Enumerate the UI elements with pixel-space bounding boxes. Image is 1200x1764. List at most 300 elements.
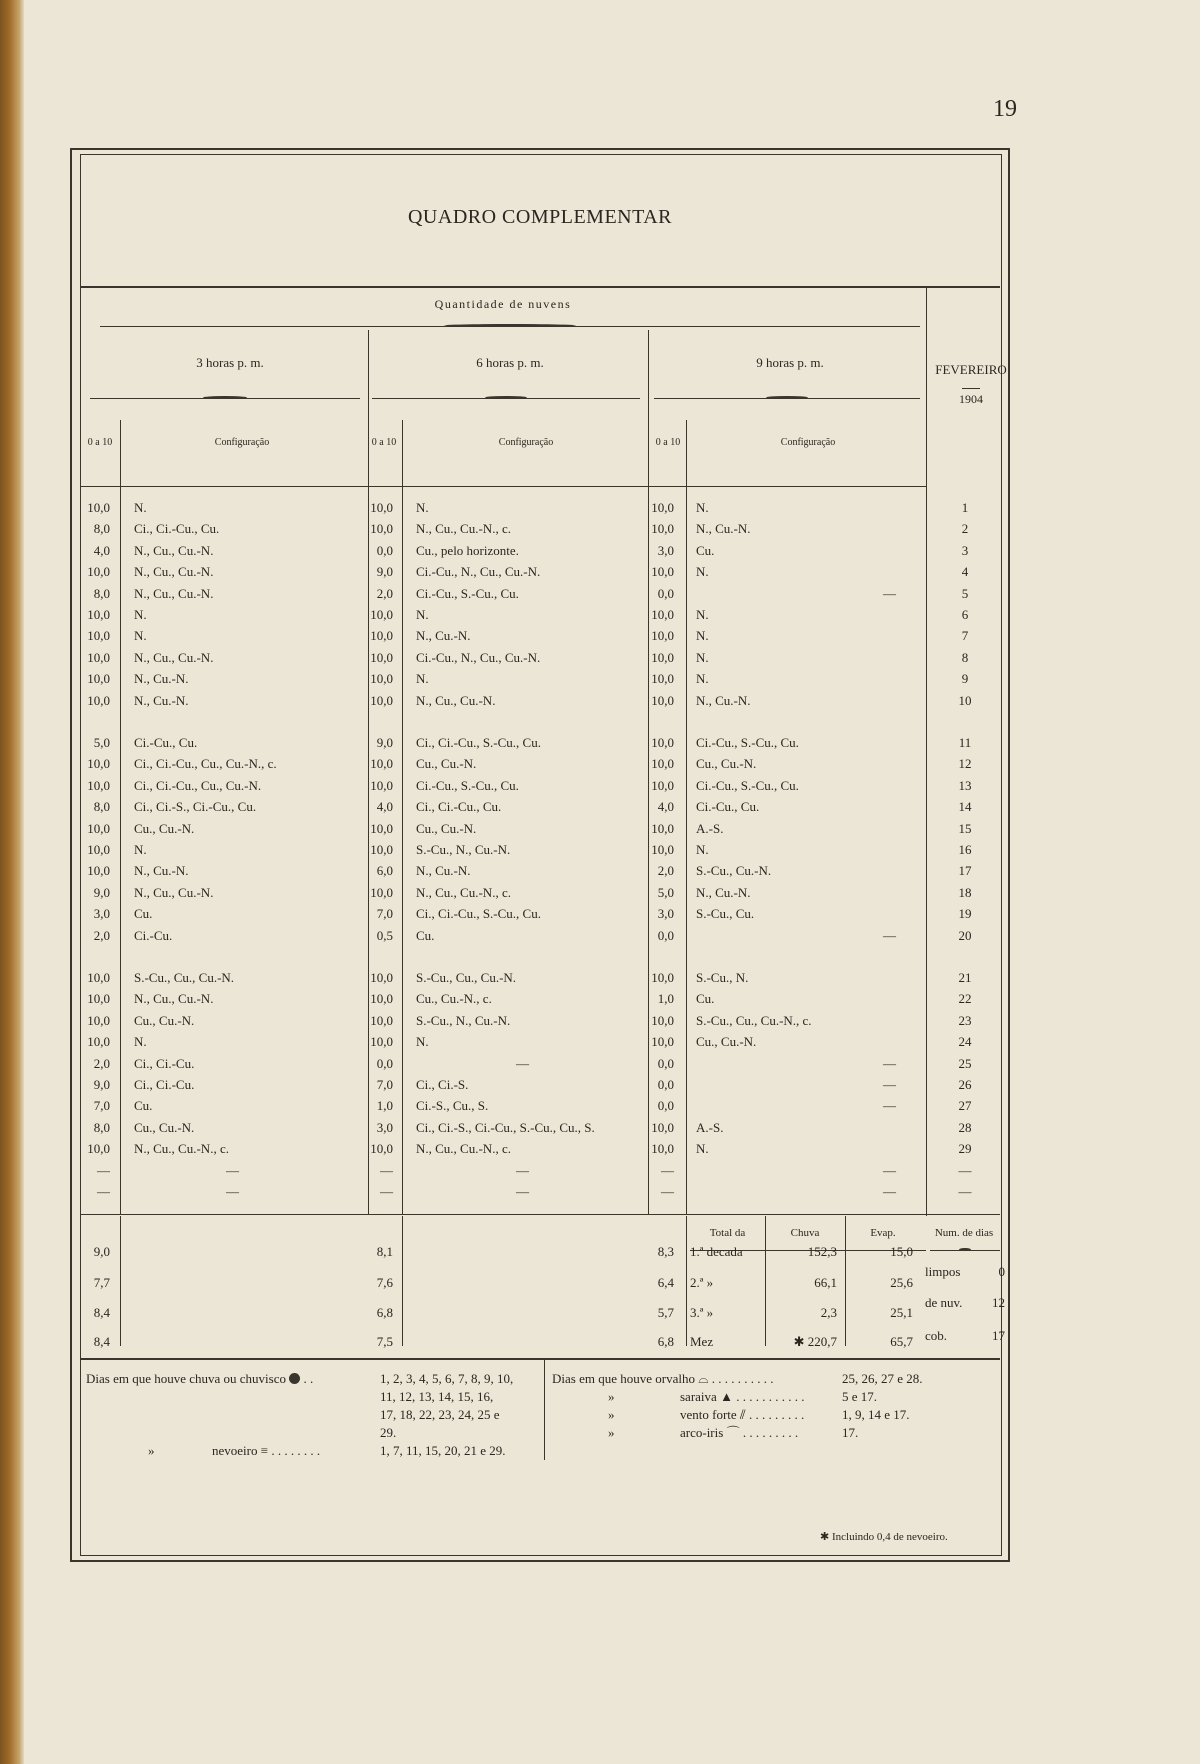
config-6pm: Ci., Ci.-Cu., Cu.	[416, 799, 502, 815]
cloud-amount-9pm: 10,0	[651, 521, 674, 537]
cloud-amount-3pm: 10,0	[87, 820, 110, 836]
mean-6pm: 7,5	[376, 1334, 393, 1349]
cloud-amount-3pm: 10,0	[87, 777, 110, 793]
cloud-amount-3pm: 4,0	[93, 542, 110, 558]
cloud-amount-9pm: 0,0	[657, 1098, 674, 1114]
table-row	[0, 1053, 1200, 1074]
day-number: 26	[958, 1077, 972, 1092]
config-3pm: Cu., Cu.-N.	[134, 1012, 195, 1028]
mean-9pm: 6,4	[657, 1275, 674, 1290]
config-6pm: Ci.-Cu., S.-Cu., Cu.	[416, 585, 519, 601]
cloud-amount-9pm: 0,0	[657, 1077, 674, 1092]
cloud-amount-6pm: 10,0	[370, 521, 393, 537]
config-3pm: N., Cu., Cu.-N.	[134, 991, 214, 1007]
cloud-amount-3pm: 10,0	[87, 500, 110, 515]
config-3pm: N., Cu.-N.	[134, 863, 189, 879]
totals-header-chuva: Chuva	[790, 1227, 820, 1239]
config-9pm: N.	[696, 649, 709, 665]
day-number: 4	[961, 564, 969, 580]
config-3pm: Ci.-Cu.	[134, 927, 173, 943]
page-number: 19	[993, 96, 1017, 122]
config-9pm: N., Cu.-N.	[696, 884, 751, 900]
config-9pm: N.	[696, 628, 709, 644]
day-number: 24	[958, 1034, 972, 1050]
table-row	[0, 860, 1200, 881]
config-6pm: Cu.	[416, 927, 435, 943]
day-number: 23	[958, 1012, 972, 1028]
cloud-amount-9pm: 3,0	[657, 542, 674, 558]
cloud-amount-9pm: 10,0	[651, 820, 674, 836]
config-3pm: N.	[134, 842, 147, 857]
table-row	[0, 1160, 1200, 1181]
config-6pm: S.-Cu., N., Cu.-N.	[416, 1012, 511, 1028]
cloud-amount-3pm: 10,0	[87, 991, 110, 1007]
table-row	[0, 1138, 1200, 1159]
config-3pm: N.	[134, 500, 147, 515]
config-6pm: N., Cu.-N.	[416, 628, 471, 644]
day-number: 1	[961, 500, 969, 515]
cloud-amount-3pm: 9,0	[93, 884, 110, 900]
table-row	[0, 1095, 1200, 1116]
cloud-amount-9pm: 0,0	[657, 927, 674, 943]
config-9pm: S.-Cu., N.	[696, 970, 749, 985]
day-number: 29	[958, 1141, 972, 1157]
config-6pm: —	[516, 1055, 529, 1071]
config-3pm: N., Cu., Cu.-N.	[134, 564, 214, 580]
config-9pm: —	[883, 1098, 896, 1114]
config-6pm: Ci., Ci.-S.	[416, 1077, 469, 1092]
vento-ditto: »	[608, 1407, 615, 1422]
saraiva-days: 5 e 17.	[842, 1389, 878, 1404]
table-row	[0, 775, 1200, 796]
cloud-amount-6pm: 10,0	[370, 842, 393, 857]
cloud-amount-6pm: 4,0	[376, 799, 393, 815]
config-6pm: S.-Cu., Cu., Cu.-N.	[416, 970, 517, 985]
config-6pm: Cu., Cu.-N.	[416, 820, 477, 836]
table-row	[0, 518, 1200, 539]
table-row	[0, 796, 1200, 817]
arco-days: 17.	[842, 1425, 859, 1440]
period-label: 1.ª decada	[690, 1244, 743, 1259]
cloud-amount-6pm: 10,0	[370, 1141, 393, 1157]
config-3pm: N., Cu., Cu.-N., c.	[134, 1141, 229, 1157]
config-header-9pm: Configuração	[780, 437, 836, 448]
config-6pm: —	[516, 1162, 529, 1178]
cloud-amount-6pm: 10,0	[370, 628, 393, 644]
config-9pm: Cu., Cu.-N.	[696, 756, 757, 772]
config-9pm: Ci.-Cu., Cu.	[696, 799, 760, 815]
day-number: 15	[958, 820, 972, 836]
cloud-amount-9pm: 10,0	[651, 970, 674, 985]
cloud-amount-6pm: 10,0	[370, 991, 393, 1007]
fog-symbol-icon: ≡	[260, 1443, 269, 1458]
table-row	[0, 882, 1200, 903]
totals-header-total: Total da	[709, 1227, 746, 1239]
cloud-amount-3pm: 8,0	[93, 521, 110, 537]
config-header-6pm: Configuração	[498, 437, 554, 448]
cloud-amount-9pm: 10,0	[651, 607, 674, 622]
table-row	[0, 625, 1200, 646]
config-6pm: N., Cu., Cu.-N.	[416, 692, 496, 708]
mean-6pm: 8,1	[376, 1244, 393, 1259]
day-number: 16	[958, 842, 972, 857]
rainbow-symbol-icon: ⌒	[726, 1425, 740, 1440]
config-6pm: N.	[416, 671, 429, 687]
table-row	[0, 818, 1200, 839]
config-header-3pm: Configuração	[214, 437, 270, 448]
config-9pm: A.-S.	[696, 1119, 724, 1135]
rain-symbol-icon	[289, 1373, 300, 1384]
config-9pm: N.	[696, 671, 709, 687]
table-row	[0, 1031, 1200, 1052]
config-6pm: N.	[416, 1034, 429, 1050]
table-row	[0, 690, 1200, 711]
cloud-amount-9pm: 10,0	[651, 756, 674, 772]
table-row	[0, 1010, 1200, 1031]
cloud-amount-6pm: 10,0	[370, 756, 393, 772]
cloud-amount-3pm: 10,0	[87, 1141, 110, 1157]
config-9pm: —	[883, 1162, 896, 1178]
config-9pm: N.	[696, 842, 709, 857]
table-row	[0, 583, 1200, 604]
dew-symbol-icon: ⌓	[698, 1371, 709, 1386]
config-3pm: N., Cu., Cu.-N.	[134, 585, 214, 601]
table-row	[0, 497, 1200, 518]
wind-symbol-icon: ⫽	[739, 1407, 746, 1422]
config-3pm: N., Cu., Cu.-N.	[134, 649, 214, 665]
cloud-amount-3pm: 5,0	[93, 735, 110, 750]
config-9pm: S.-Cu., Cu., Cu.-N., c.	[696, 1012, 812, 1028]
cloud-amount-6pm: 0,0	[376, 1055, 393, 1071]
config-3pm: Ci., Ci.-Cu.	[134, 1055, 195, 1071]
cloud-amount-9pm: 10,0	[651, 1119, 674, 1135]
rain-total: 152,3	[807, 1244, 837, 1259]
scale-header-9pm: 0 a 10	[655, 437, 681, 448]
table-row	[0, 753, 1200, 774]
cloud-amount-6pm: 7,0	[376, 1077, 393, 1092]
period-label: 3.ª »	[690, 1305, 714, 1320]
config-9pm: Ci.-Cu., S.-Cu., Cu.	[696, 777, 799, 793]
cloud-amount-6pm: 10,0	[370, 692, 393, 708]
config-3pm: N., Cu.-N.	[134, 671, 189, 687]
table-row	[0, 561, 1200, 582]
config-6pm: Cu., pelo horizonte.	[416, 542, 519, 558]
config-3pm: N.	[134, 628, 147, 644]
config-3pm: N.	[134, 1034, 147, 1050]
day-number: 25	[958, 1055, 972, 1071]
cloud-amount-3pm: 10,0	[87, 842, 110, 857]
cloud-amount-6pm: 10,0	[370, 500, 393, 515]
footnote: ✱ Incluindo 0,4 de nevoeiro.	[820, 1531, 948, 1543]
config-6pm: N., Cu.-N.	[416, 863, 471, 879]
cloud-amount-6pm: —	[380, 1184, 393, 1199]
config-9pm: N.	[696, 500, 709, 515]
day-number: 8	[961, 649, 969, 665]
config-9pm: A.-S.	[696, 820, 724, 836]
scale-header-3pm: 0 a 10	[87, 437, 113, 448]
hour-header-3pm: 3 horas p. m.	[196, 355, 264, 370]
saraiva-label: saraiva ▲ . . . . . . . . . . .	[680, 1389, 805, 1404]
config-9pm: N.	[696, 1141, 709, 1157]
day-number: 28	[958, 1119, 972, 1135]
cloud-amount-6pm: 3,0	[376, 1119, 393, 1135]
config-6pm: N., Cu., Cu.-N., c.	[416, 521, 511, 537]
config-9pm: N.	[696, 607, 709, 622]
config-6pm: N., Cu., Cu.-N., c.	[416, 1141, 511, 1157]
nevoeiro-days: 1, 7, 11, 15, 20, 21 e 29.	[380, 1443, 506, 1458]
table-row	[0, 732, 1200, 753]
cloud-amount-9pm: 10,0	[651, 500, 674, 515]
nevoeiro-ditto: »	[148, 1443, 155, 1458]
config-3pm: Cu., Cu.-N.	[134, 820, 195, 836]
config-6pm: Ci., Ci.-Cu., S.-Cu., Cu.	[416, 906, 541, 922]
period-label: Mez	[690, 1334, 714, 1349]
day-number: 13	[958, 777, 972, 793]
config-3pm: Cu., Cu.-N.	[134, 1119, 195, 1135]
hour-header-9pm: 9 horas p. m.	[756, 355, 824, 370]
cloud-amount-6pm: 7,0	[376, 906, 393, 922]
mean-9pm: 8,3	[657, 1244, 674, 1259]
config-9pm: —	[883, 1055, 896, 1071]
totals-row	[0, 1326, 1200, 1358]
config-6pm: S.-Cu., N., Cu.-N.	[416, 842, 511, 857]
period-label: 2.ª »	[690, 1275, 714, 1290]
table-row	[0, 839, 1200, 860]
day-number: 6	[961, 607, 969, 622]
cloud-amount-3pm: 10,0	[87, 863, 110, 879]
mean-6pm: 7,6	[376, 1275, 393, 1290]
cloud-amount-6pm: 10,0	[370, 884, 393, 900]
cloud-amount-3pm: 8,0	[93, 1119, 110, 1135]
cloud-amount-3pm: 10,0	[87, 628, 110, 644]
nevoeiro-label: nevoeiro ≡ . . . . . . . .	[212, 1443, 321, 1458]
cloud-amount-3pm: 10,0	[87, 671, 110, 687]
table-row	[0, 988, 1200, 1009]
config-6pm: Ci., Ci.-S., Ci.-Cu., S.-Cu., Cu., S.	[416, 1119, 595, 1135]
config-9pm: Cu.	[696, 542, 715, 558]
config-9pm: —	[883, 585, 896, 601]
cloud-amount-9pm: 1,0	[657, 991, 674, 1007]
config-6pm: Ci.-Cu., N., Cu., Cu.-N.	[416, 564, 541, 580]
cloud-amount-9pm: 10,0	[651, 1141, 674, 1157]
cloud-amount-9pm: 10,0	[651, 628, 674, 644]
config-9pm: Ci.-Cu., S.-Cu., Cu.	[696, 735, 799, 750]
day-number: 11	[958, 735, 972, 750]
day-number: 19	[958, 906, 972, 922]
cloud-amount-3pm: —	[97, 1162, 110, 1178]
cloud-amount-6pm: 10,0	[370, 1012, 393, 1028]
cloud-amount-3pm: 2,0	[93, 927, 110, 943]
table-row	[0, 1117, 1200, 1138]
group-title: Quantidade de nuvens	[434, 297, 572, 311]
evap-total: 65,7	[890, 1334, 913, 1349]
cloud-amount-3pm: 3,0	[93, 906, 110, 922]
cloud-amount-9pm: 4,0	[657, 799, 674, 815]
day-number: 7	[961, 628, 969, 644]
totals-row	[0, 1297, 1200, 1329]
day-number: 18	[958, 884, 972, 900]
cloud-amount-6pm: 0,0	[376, 542, 393, 558]
cloud-amount-6pm: —	[380, 1162, 393, 1178]
config-3pm: N., Cu.-N.	[134, 692, 189, 708]
footer-divider	[544, 1360, 545, 1460]
config-3pm: N., Cu., Cu.-N.	[134, 542, 214, 558]
cloud-amount-9pm: 0,0	[657, 585, 674, 601]
cloud-amount-6pm: 10,0	[370, 820, 393, 836]
cloud-amount-3pm: 10,0	[87, 649, 110, 665]
config-9pm: Cu.	[696, 991, 715, 1007]
config-3pm: —	[226, 1162, 239, 1178]
cloud-amount-3pm: 7,0	[93, 1098, 110, 1114]
config-9pm: S.-Cu., Cu.-N.	[696, 863, 772, 879]
config-9pm: —	[883, 927, 896, 943]
config-9pm: N., Cu.-N.	[696, 521, 751, 537]
config-6pm: Ci., Ci.-Cu., S.-Cu., Cu.	[416, 735, 541, 750]
config-3pm: S.-Cu., Cu., Cu.-N.	[134, 970, 235, 985]
config-6pm: N.	[416, 500, 429, 515]
config-9pm: —	[883, 1184, 896, 1199]
config-3pm: Ci., Ci.-Cu., Cu.	[134, 521, 220, 537]
config-3pm: Ci.-Cu., Cu.	[134, 735, 198, 750]
cloud-amount-9pm: 2,0	[657, 863, 674, 879]
cloud-amount-9pm: —	[661, 1184, 674, 1199]
cloud-amount-9pm: —	[661, 1162, 674, 1178]
mean-6pm: 6,8	[376, 1305, 393, 1320]
config-3pm: Cu.	[134, 1098, 153, 1114]
day-number: 3	[961, 542, 969, 558]
cloud-amount-9pm: 3,0	[657, 906, 674, 922]
mean-3pm: 7,7	[93, 1275, 110, 1290]
config-3pm: Cu.	[134, 906, 153, 922]
cloud-amount-6pm: 0,5	[376, 927, 393, 943]
vento-days: 1, 9, 14 e 17.	[842, 1407, 910, 1422]
table-row	[0, 647, 1200, 668]
day-number: 22	[958, 991, 972, 1007]
cloud-amount-9pm: 0,0	[657, 1055, 674, 1071]
cloud-amount-3pm: 10,0	[87, 756, 110, 772]
day-number: 14	[958, 799, 972, 815]
config-9pm: N., Cu.-N.	[696, 692, 751, 708]
day-number: 27	[958, 1098, 972, 1114]
vento-label: vento forte ⫽ . . . . . . . . .	[680, 1407, 805, 1422]
config-3pm: N.	[134, 607, 147, 622]
cloud-amount-6pm: 10,0	[370, 607, 393, 622]
cloud-amount-9pm: 10,0	[651, 1034, 674, 1050]
cloud-amount-3pm: 10,0	[87, 1012, 110, 1028]
chuva-label: Dias em que houve chuva ou chuvisco . .	[86, 1371, 314, 1386]
cloud-amount-3pm: —	[97, 1184, 110, 1199]
cloud-amount-3pm: 10,0	[87, 1034, 110, 1050]
config-6pm: Ci.-S., Cu., S.	[416, 1098, 489, 1114]
day-number: 21	[958, 970, 972, 985]
orvalho-days: 25, 26, 27 e 28.	[842, 1371, 923, 1386]
day-number: 20	[958, 927, 972, 943]
rain-total: 2,3	[820, 1305, 837, 1320]
table-row	[0, 967, 1200, 988]
day-number: 2	[961, 521, 969, 537]
mean-3pm: 8,4	[93, 1334, 110, 1349]
mean-3pm: 9,0	[93, 1244, 110, 1259]
cloud-amount-3pm: 10,0	[87, 692, 110, 708]
orvalho-label: Dias em que houve orvalho ⌓ . . . . . . . . . .	[552, 1371, 774, 1386]
table-row	[0, 1181, 1200, 1202]
config-6pm: N., Cu., Cu.-N., c.	[416, 884, 511, 900]
table-row	[0, 925, 1200, 946]
cloud-amount-6pm: 10,0	[370, 649, 393, 665]
cloud-amount-6pm: 10,0	[370, 777, 393, 793]
cloud-amount-9pm: 10,0	[651, 649, 674, 665]
arco-label: arco-iris ⌒ . . . . . . . . .	[680, 1425, 799, 1440]
scale-header-6pm: 0 a 10	[371, 437, 397, 448]
config-3pm: Ci., Ci.-Cu., Cu., Cu.-N., c.	[134, 756, 277, 772]
arco-ditto: »	[608, 1425, 615, 1440]
cloud-amount-6pm: 10,0	[370, 671, 393, 687]
totals-top-rule	[80, 1214, 1000, 1215]
config-6pm: N.	[416, 607, 429, 622]
year-label: 1904	[959, 392, 983, 406]
day-number: 10	[958, 692, 972, 708]
cloud-amount-3pm: 10,0	[87, 970, 110, 985]
cloud-amount-3pm: 9,0	[93, 1077, 110, 1092]
config-9pm: N.	[696, 564, 709, 580]
cloud-amount-9pm: 10,0	[651, 564, 674, 580]
config-3pm: Ci., Ci.-Cu., Cu., Cu.-N.	[134, 777, 262, 793]
cloud-amount-6pm: 6,0	[376, 863, 393, 879]
cloud-amount-9pm: 10,0	[651, 735, 674, 750]
table-row	[0, 903, 1200, 924]
cloud-amount-3pm: 2,0	[93, 1055, 110, 1071]
saraiva-ditto: »	[608, 1389, 615, 1404]
totals-row	[0, 1236, 1200, 1268]
table-row	[0, 604, 1200, 625]
config-6pm: Ci.-Cu., S.-Cu., Cu.	[416, 777, 519, 793]
cloud-amount-6pm: 9,0	[376, 735, 393, 750]
table-row	[0, 668, 1200, 689]
config-3pm: —	[226, 1184, 239, 1199]
totals-row	[0, 1267, 1200, 1299]
rain-total: ✱ 220,7	[793, 1334, 837, 1349]
cloud-amount-3pm: 8,0	[93, 585, 110, 601]
mean-9pm: 6,8	[657, 1334, 674, 1349]
config-9pm: S.-Cu., Cu.	[696, 906, 755, 922]
cloud-amount-3pm: 10,0	[87, 564, 110, 580]
cloud-amount-6pm: 10,0	[370, 1034, 393, 1050]
cloud-amount-6pm: 2,0	[376, 585, 393, 601]
cloud-amount-9pm: 10,0	[651, 671, 674, 687]
config-9pm: Cu., Cu.-N.	[696, 1034, 757, 1050]
evap-total: 15,0	[890, 1244, 913, 1259]
cloud-amount-3pm: 10,0	[87, 607, 110, 622]
chuva-days-4: 29.	[380, 1425, 397, 1440]
month-label: FEVEREIRO	[935, 362, 1007, 377]
mean-9pm: 5,7	[657, 1305, 674, 1320]
config-6pm: Cu., Cu.-N.	[416, 756, 477, 772]
day-number: —	[958, 1184, 972, 1199]
mean-3pm: 8,4	[93, 1305, 110, 1320]
day-number: —	[958, 1162, 972, 1178]
config-3pm: N., Cu., Cu.-N.	[134, 884, 214, 900]
footer-top-rule	[80, 1358, 1000, 1360]
cloud-amount-3pm: 8,0	[93, 799, 110, 815]
table-row	[0, 540, 1200, 561]
rain-total: 66,1	[814, 1275, 837, 1290]
table-row	[0, 1074, 1200, 1095]
cloud-amount-9pm: 10,0	[651, 842, 674, 857]
config-6pm: Cu., Cu.-N., c.	[416, 991, 492, 1007]
cloud-amount-9pm: 10,0	[651, 1012, 674, 1028]
cloud-amount-6pm: 1,0	[376, 1098, 393, 1114]
totals-header-dias: Num. de dias	[934, 1227, 994, 1239]
